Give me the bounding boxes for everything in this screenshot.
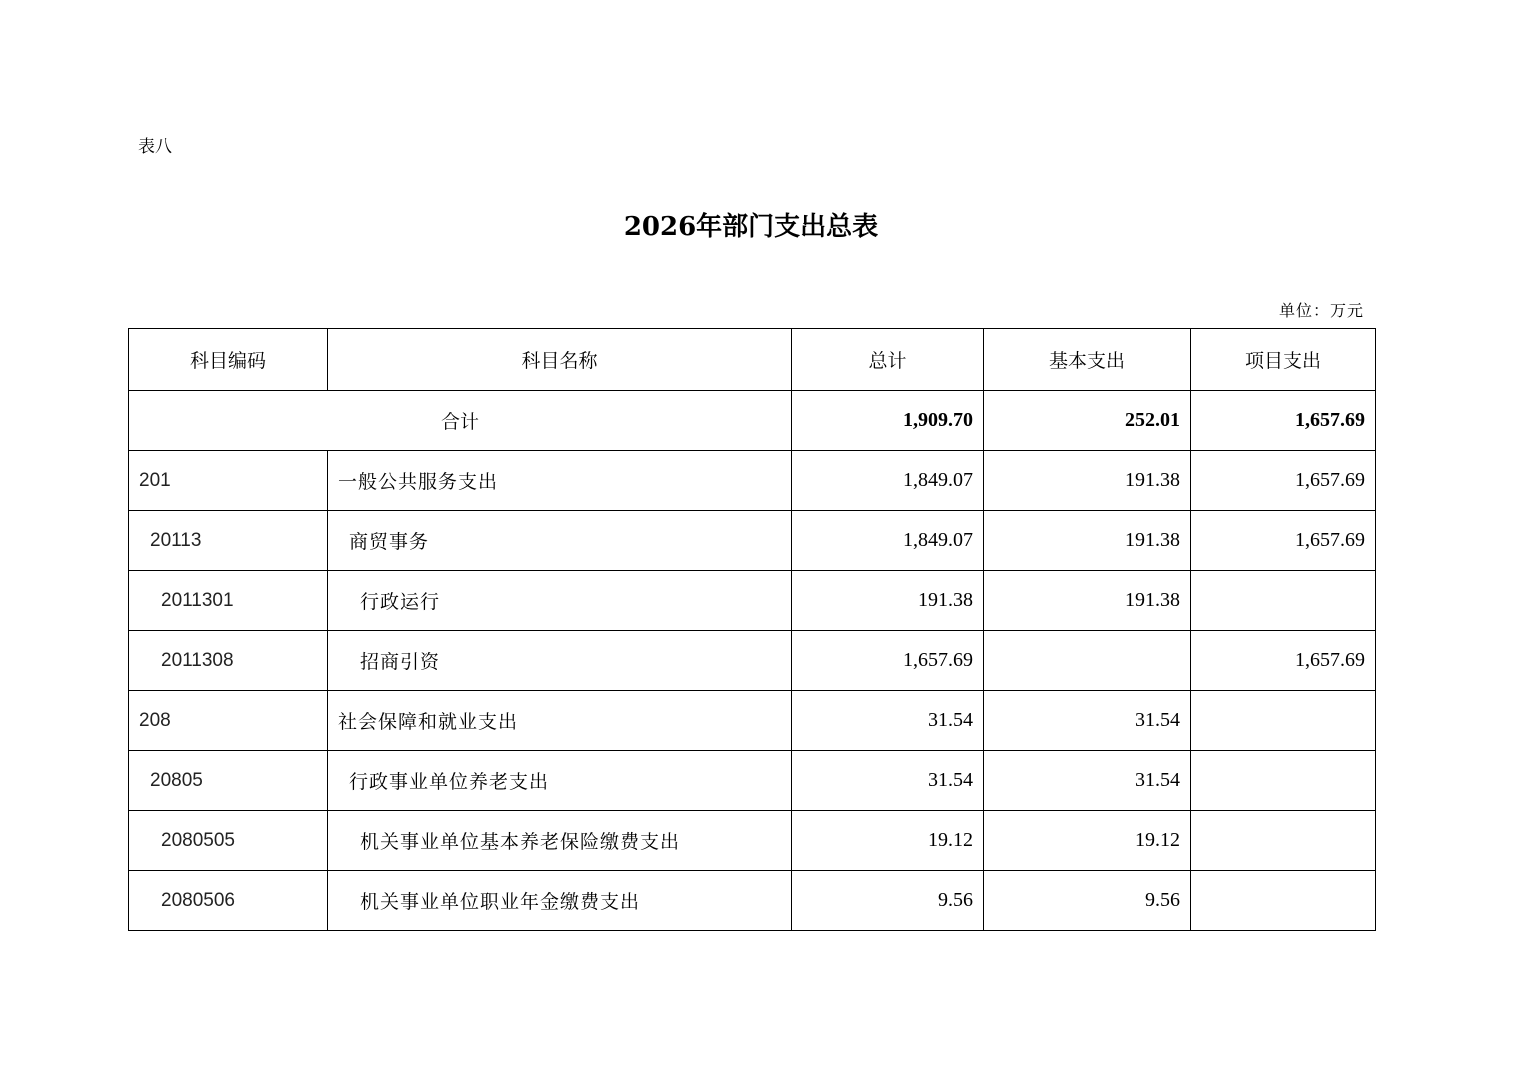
row-basic: 9.56 [984, 871, 1191, 931]
row-basic: 191.38 [984, 511, 1191, 571]
total-project: 1,657.69 [1191, 391, 1376, 451]
header-row [129, 329, 1376, 391]
row-code: 2080506 [129, 871, 328, 931]
total-total: 1,909.70 [792, 391, 984, 451]
row-code: 2080505 [129, 811, 328, 871]
row-basic: 191.38 [984, 451, 1191, 511]
row-total: 31.54 [792, 691, 984, 751]
row-basic: 31.54 [984, 691, 1191, 751]
header-basic: 基本支出 [984, 329, 1191, 391]
total-row [129, 391, 1376, 451]
header-name: 科目名称 [328, 329, 792, 391]
row-total: 191.38 [792, 571, 984, 631]
row-project: 1,657.69 [1191, 511, 1376, 571]
row-total: 1,849.07 [792, 451, 984, 511]
total-label: 合计 [129, 391, 792, 451]
page-title: 2026年部门支出总表 [623, 212, 879, 242]
row-total: 9.56 [792, 871, 984, 931]
row-basic: 191.38 [984, 571, 1191, 631]
row-basic [984, 631, 1191, 691]
row-name: 行政运行 [328, 571, 792, 631]
row-total: 1,657.69 [792, 631, 984, 691]
table-row [129, 631, 1376, 691]
row-name: 社会保障和就业支出 [328, 691, 792, 751]
row-name: 一般公共服务支出 [328, 451, 792, 511]
row-code: 20805 [129, 751, 328, 811]
table-row [129, 571, 1376, 631]
row-basic: 19.12 [984, 811, 1191, 871]
row-total: 31.54 [792, 751, 984, 811]
row-name: 行政事业单位养老支出 [328, 751, 792, 811]
row-project [1191, 751, 1376, 811]
row-code: 2011301 [129, 571, 328, 631]
row-total: 19.12 [792, 811, 984, 871]
header-code: 科目编码 [129, 329, 328, 391]
row-name: 机关事业单位基本养老保险缴费支出 [328, 811, 792, 871]
row-project [1191, 811, 1376, 871]
table-row [129, 511, 1376, 571]
table-row [129, 751, 1376, 811]
row-total: 1,849.07 [792, 511, 984, 571]
row-name: 招商引资 [328, 631, 792, 691]
table-row [129, 871, 1376, 931]
row-basic: 31.54 [984, 751, 1191, 811]
row-project [1191, 571, 1376, 631]
row-name: 机关事业单位职业年金缴费支出 [328, 871, 792, 931]
table-row [129, 691, 1376, 751]
row-code: 20113 [129, 511, 328, 571]
table-row [129, 451, 1376, 511]
unit-note: 单位：万元 [1278, 301, 1364, 320]
row-project [1191, 691, 1376, 751]
header-total: 总计 [792, 329, 984, 391]
row-project [1191, 871, 1376, 931]
total-basic: 252.01 [984, 391, 1191, 451]
row-project: 1,657.69 [1191, 631, 1376, 691]
table-label: 表八 [138, 137, 172, 157]
row-code: 201 [129, 451, 328, 511]
row-code: 208 [129, 691, 328, 751]
row-code: 2011308 [129, 631, 328, 691]
expenditure-table [128, 328, 1376, 931]
table-row [129, 811, 1376, 871]
row-project: 1,657.69 [1191, 451, 1376, 511]
header-project: 项目支出 [1191, 329, 1376, 391]
row-name: 商贸事务 [328, 511, 792, 571]
